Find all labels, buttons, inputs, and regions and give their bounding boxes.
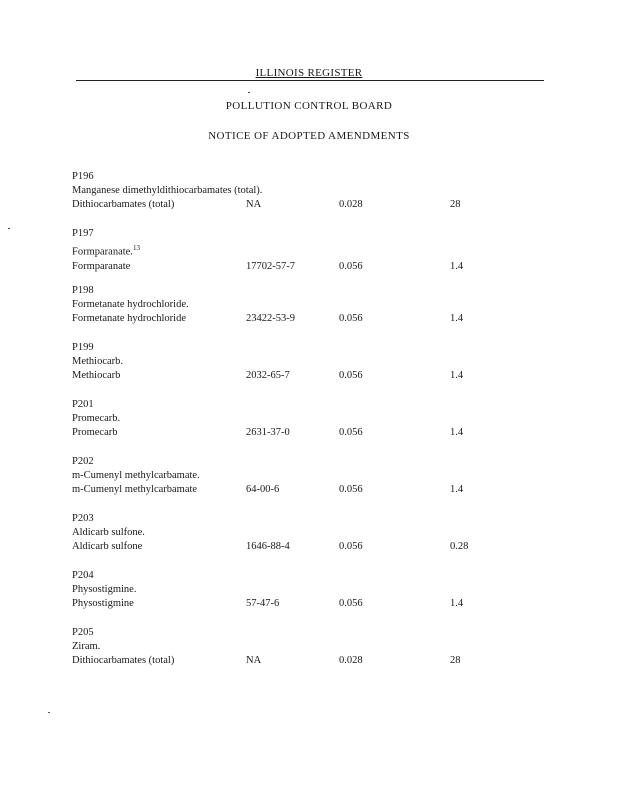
waste-description [72,184,552,198]
waste-description-text: Methiocarb. [72,356,124,367]
constituent-name: Formetanate hydrochloride [72,313,187,324]
waste-code: P197 [72,228,94,239]
waste-description [72,355,552,369]
waste-description [72,526,552,540]
constituent-name: m-Cumenyl methylcarbamate [72,484,198,495]
nonwastewater-standard: 1.4 [450,370,464,381]
standard-row [72,260,552,274]
waste-code: P205 [72,627,94,638]
register-title: ILLINOIS REGISTER [255,67,363,79]
waste-code-entry [72,227,552,284]
waste-code-entry [72,170,552,227]
standard-row [72,369,552,383]
wastewater-standard: 0.056 [339,427,363,438]
constituent-name: Physostigmine [72,598,134,609]
waste-code: P204 [72,570,94,581]
cas-number: NA [246,655,262,666]
waste-code-entry [72,626,552,683]
standard-row [72,654,552,668]
notice-title: NOTICE OF ADOPTED AMENDMENTS [208,130,410,142]
nonwastewater-standard: 1.4 [450,260,464,272]
scan-speck [248,92,250,93]
wastewater-standard: 0.028 [339,199,363,210]
cas-number: 64-00-6 [246,484,280,495]
header-rule [76,80,544,81]
waste-description-text: Ziram. [72,641,101,652]
waste-code: P202 [72,456,94,467]
wastewater-standard: 0.056 [339,260,363,272]
cas-number: 57-47-6 [246,598,280,609]
wastewater-standard: 0.056 [339,484,363,495]
standard-row [72,540,552,554]
waste-description-text: Formparanate. [72,246,133,258]
waste-description-text: Promecarb. [72,413,121,424]
waste-description [72,241,552,260]
constituent-name: Methiocarb [72,370,121,381]
standard-row [72,426,552,440]
cas-number: 2032-65-7 [246,370,290,381]
wastewater-standard: 0.056 [339,541,363,552]
waste-description [72,469,552,483]
waste-code: P196 [72,171,94,182]
waste-code-entry [72,341,552,398]
constituent-name: Promecarb [72,427,118,438]
constituent-name: Dithiocarbamates (total) [72,199,175,210]
waste-description-text: Aldicarb sulfone. [72,527,145,538]
waste-description [72,412,552,426]
cas-number: 23422-53-9 [246,313,295,324]
waste-description-text: Physostigmine. [72,584,137,595]
nonwastewater-standard: 1.4 [450,598,464,609]
scan-speck [8,228,10,229]
waste-code-entry [72,455,552,512]
wastewater-standard: 0.028 [339,655,363,666]
waste-code-entry [72,569,552,626]
waste-description [72,640,552,654]
cas-number: 17702-57-7 [246,260,295,272]
standard-row [72,483,552,497]
waste-code-entry [72,512,552,569]
cas-number: NA [246,199,262,210]
wastewater-standard: 0.056 [339,370,363,381]
waste-description [72,298,552,312]
footnote-marker: 13 [132,244,140,252]
nonwastewater-standard: 1.4 [450,427,464,438]
constituent-name: Formparanate [72,260,131,272]
cas-number: 1646-88-4 [246,541,290,552]
standard-row [72,198,552,212]
nonwastewater-standard: 0.28 [450,541,469,552]
waste-code-entry [72,284,552,341]
waste-code: P199 [72,342,94,353]
board-name: POLLUTION CONTROL BOARD [225,100,393,112]
cas-number: 2631-37-0 [246,427,290,438]
waste-code-entry [72,398,552,455]
waste-description-text: Manganese dimethyldithiocarbamates (total). [72,185,263,196]
waste-code-list [72,170,552,683]
wastewater-standard: 0.056 [339,598,363,609]
nonwastewater-standard: 28 [450,655,461,666]
waste-description [72,583,552,597]
nonwastewater-standard: 1.4 [450,313,464,324]
constituent-name: Dithiocarbamates (total) [72,655,175,666]
waste-description-text: m-Cumenyl methylcarbamate. [72,470,200,481]
wastewater-standard: 0.056 [339,313,363,324]
waste-code: P198 [72,285,94,296]
standard-row [72,597,552,611]
nonwastewater-standard: 28 [450,199,461,210]
nonwastewater-standard: 1.4 [450,484,464,495]
waste-code: P201 [72,399,94,410]
waste-description-text: Formetanate hydrochloride. [72,299,189,310]
scan-speck [48,712,50,713]
standard-row [72,312,552,326]
constituent-name: Aldicarb sulfone [72,541,143,552]
waste-code: P203 [72,513,94,524]
